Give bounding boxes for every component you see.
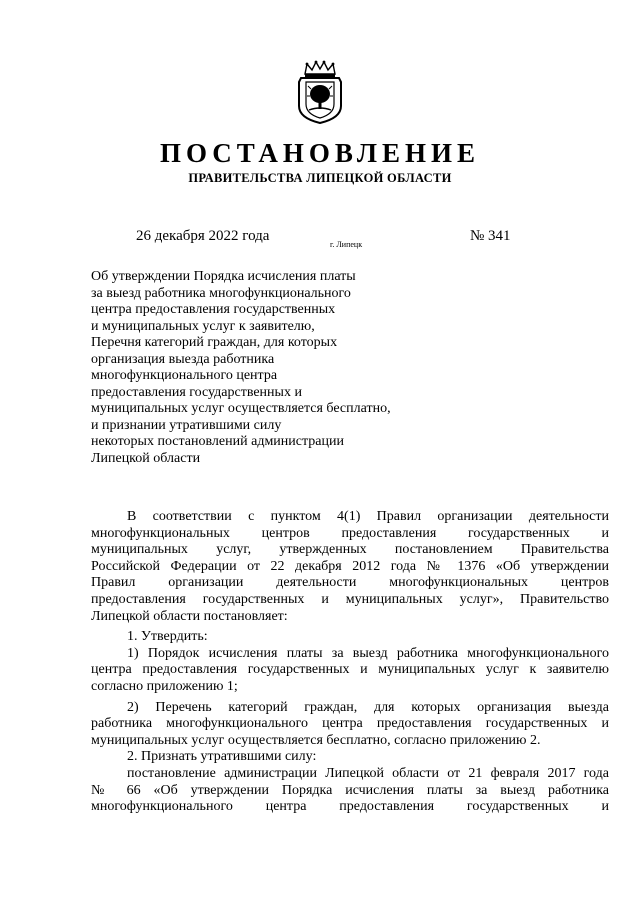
document-body: [91, 509, 609, 816]
body-line: работника многофункционального центра предоставления государственных и: [91, 716, 609, 732]
body-line: 2) Перечень категорий граждан, для которых организация выезда: [127, 699, 609, 715]
subject-line: некоторых постановлений администрации: [91, 434, 344, 449]
body-line: Правил организации деятельности многофункциональных центров: [91, 575, 609, 591]
subject-line: Перечня категорий граждан, для которых: [91, 335, 338, 350]
coat-of-arms-icon: [295, 60, 345, 124]
body-line: постановление администрации Липецкой области от 21 февраля 2017 года: [127, 765, 609, 781]
document-date: 26 декабря 2022 года: [136, 228, 270, 244]
item-1-2-paragraph: [91, 700, 609, 750]
subject-line: предоставления государственных и: [91, 384, 302, 400]
document-city: г. Липецк: [330, 240, 363, 249]
body-line: № 66 «Об утверждении Порядка исчисления платы за выезд работника: [91, 782, 609, 798]
body-line: согласно приложению 1;: [91, 678, 238, 694]
subject-line: организация выезда работника: [91, 351, 275, 367]
subject-line: центра предоставления государственных: [91, 302, 336, 317]
body-line: многофункционального центра предоставления государственных и: [91, 799, 609, 815]
subject-line: многофункционального центра: [91, 368, 278, 383]
subject-line: Липецкой области: [91, 450, 201, 466]
document-title: ПОСТАНОВЛЕНИЕ: [159, 138, 481, 168]
subject-line: муниципальных услуг осуществляется бесплатно,: [91, 401, 391, 416]
body-line: 1) Порядок исчисления платы за выезд работника многофункционального: [127, 645, 609, 661]
body-line: Липецкой области постановляет:: [91, 608, 288, 624]
preamble-paragraph: [91, 509, 609, 625]
document-subtitle: ПРАВИТЕЛЬСТВА ЛИПЕЦКОЙ ОБЛАСТИ: [188, 171, 452, 185]
document-subject: [91, 269, 431, 467]
document-number: № 341: [470, 228, 511, 244]
item-1-1-paragraph: [91, 646, 609, 696]
body-line: В соответствии с пунктом 4(1) Правил организации деятельности: [127, 509, 609, 524]
body-line: Российской Федерации от 22 декабря 2012 года № 1376 «Об утверждении: [91, 558, 609, 574]
subject-line: и признании утратившими силу: [91, 417, 282, 433]
item-1-heading: 1. Утвердить:: [127, 629, 208, 645]
item-2-1-paragraph: [91, 766, 609, 816]
subject-line: и муниципальных услуг к заявителю,: [91, 318, 315, 334]
body-line: центра предоставления государственных и муниципальных услуг к заявителю: [91, 662, 609, 678]
body-line: муниципальных услуг, утвержденных постановлением Правительства: [91, 542, 609, 558]
subject-line: за выезд работника многофункционального: [91, 285, 351, 301]
item-2-heading: 2. Признать утратившими силу:: [127, 749, 317, 765]
body-line: предоставления государственных и муниципальных услуг», Правительство: [91, 591, 609, 607]
subject-line: Об утверждении Порядка исчисления платы: [91, 269, 356, 284]
body-line: многофункциональных центров предоставления государственных и: [91, 525, 609, 541]
body-line: муниципальных услуг осуществляется бесплатно, согласно приложению 2.: [91, 732, 541, 748]
